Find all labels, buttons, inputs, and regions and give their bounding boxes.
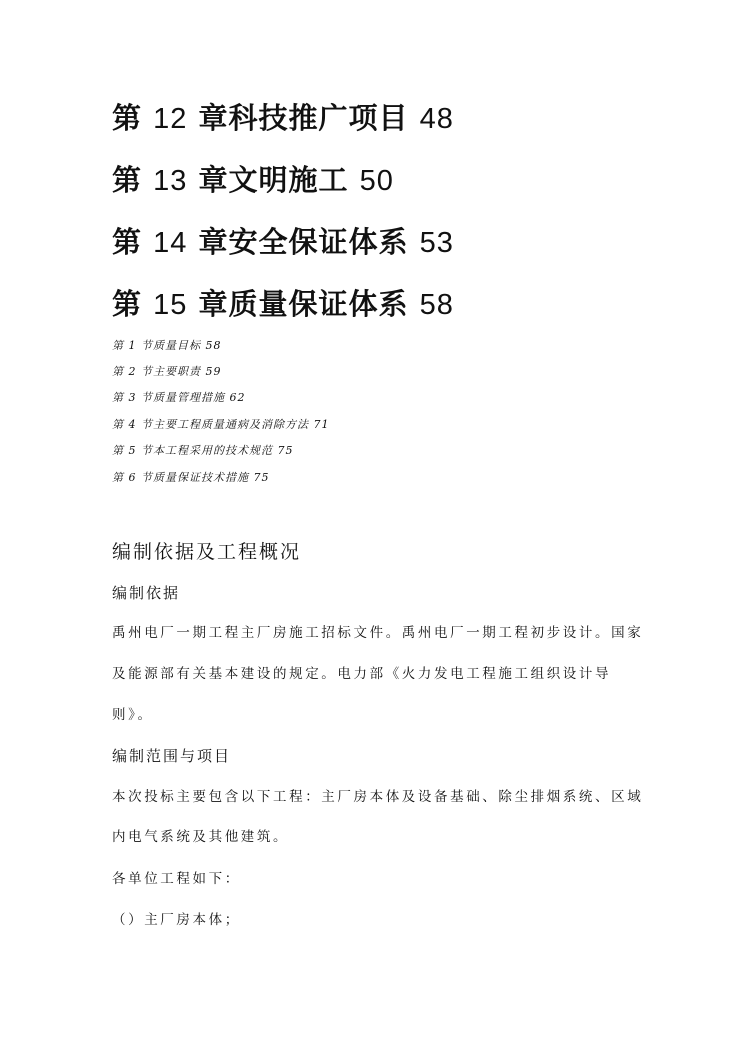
toc-chapter-page: 50 bbox=[359, 165, 394, 197]
toc-section-5[interactable]: 第 5 节本工程采用的技术规范 75 bbox=[112, 444, 294, 457]
toc-chapter-title: 章科技推广项目 bbox=[198, 101, 409, 135]
toc-chapter-number: 15 bbox=[153, 289, 188, 321]
basis-line-2: 及能源部有关基本建设的规定。电力部《火力发电工程施工组织设计导 bbox=[112, 666, 612, 682]
toc-chapter-15[interactable] bbox=[112, 286, 454, 323]
toc-chapter-page: 53 bbox=[419, 227, 454, 259]
scope-line-1: 本次投标主要包含以下工程：主厂房本体及设备基础、除尘排烟系统、区域 bbox=[112, 789, 644, 805]
units-line: 各单位工程如下： bbox=[112, 871, 241, 887]
toc-chapter-14[interactable] bbox=[112, 224, 454, 261]
toc-chapter-page: 48 bbox=[419, 103, 454, 135]
toc-chapter-number: 14 bbox=[153, 227, 188, 259]
toc-chapter-number: 12 bbox=[153, 103, 188, 135]
toc-chapter-12[interactable] bbox=[112, 100, 454, 137]
toc-section-1[interactable]: 第 1 节质量目标 58 bbox=[112, 339, 222, 352]
toc-section-2[interactable]: 第 2 节主要职责 59 bbox=[112, 365, 222, 378]
toc-chapter-page: 58 bbox=[419, 289, 454, 321]
scope-line-2: 内电气系统及其他建筑。 bbox=[112, 829, 290, 845]
item-line: （）主厂房本体； bbox=[112, 912, 241, 928]
toc-section-3[interactable]: 第 3 节质量管理措施 62 bbox=[112, 391, 246, 404]
basis-heading: 编制依据 bbox=[112, 584, 181, 602]
toc-chapter-title: 章文明施工 bbox=[198, 163, 349, 197]
scope-heading: 编制范围与项目 bbox=[112, 747, 232, 765]
toc-chapter-13[interactable] bbox=[112, 162, 394, 199]
section-title: 编制依据及工程概况 bbox=[112, 541, 302, 563]
basis-line-1: 禹州电厂一期工程主厂房施工招标文件。禹州电厂一期工程初步设计。国家 bbox=[112, 625, 644, 641]
basis-line-3: 则》。 bbox=[112, 707, 154, 723]
toc-chapter-title: 章质量保证体系 bbox=[198, 287, 409, 321]
toc-chapter-title: 章安全保证体系 bbox=[198, 225, 409, 259]
toc-chapter-prefix: 第 bbox=[112, 225, 143, 259]
toc-section-4[interactable]: 第 4 节主要工程质量通病及消除方法 71 bbox=[112, 418, 330, 431]
toc-chapter-prefix: 第 bbox=[112, 287, 143, 321]
toc-section-6[interactable]: 第 6 节质量保证技术措施 75 bbox=[112, 471, 270, 484]
toc-chapter-prefix: 第 bbox=[112, 163, 143, 197]
toc-chapter-prefix: 第 bbox=[112, 101, 143, 135]
toc-chapter-number: 13 bbox=[153, 165, 188, 197]
